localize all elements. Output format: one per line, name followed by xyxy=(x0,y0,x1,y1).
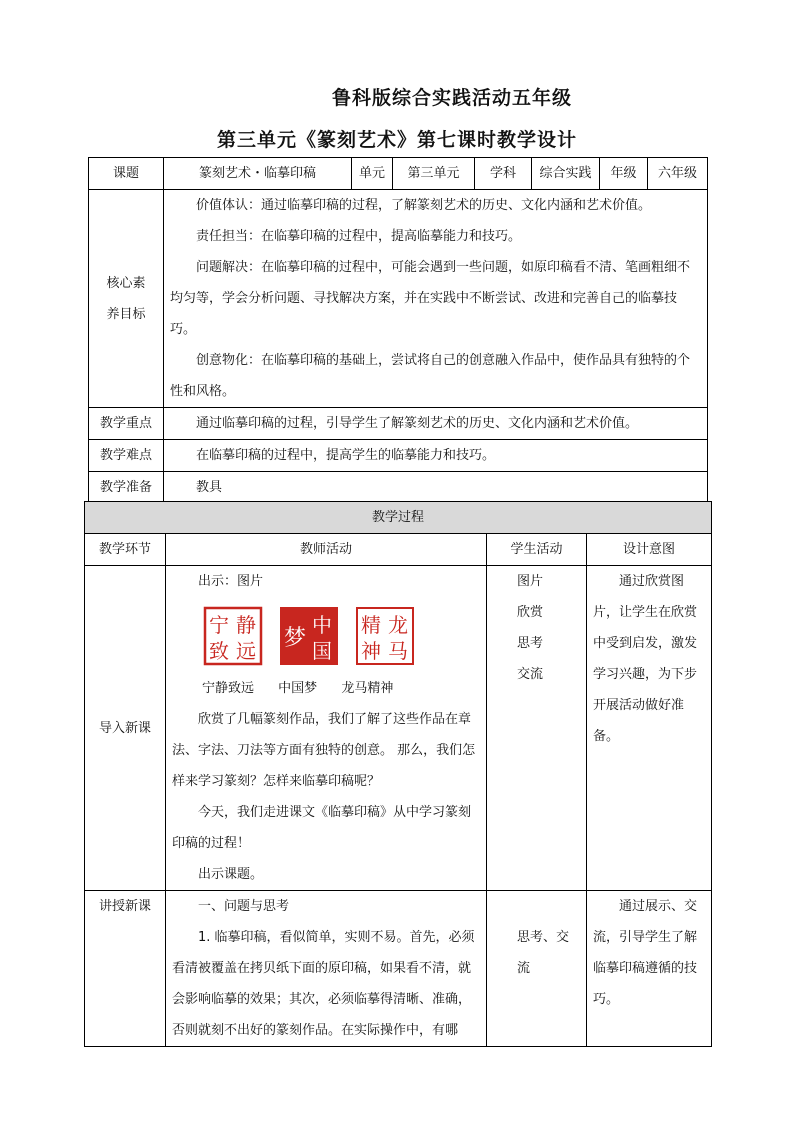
core-value-p: 价值体认：通过临摹印稿的过程，了解篆刻艺术的历史、文化内涵和艺术价值。 xyxy=(196,198,652,213)
course-label: 课题 xyxy=(89,158,164,190)
process-columns-row xyxy=(85,534,712,566)
seal-char: 宁 xyxy=(209,613,229,637)
core-label-line1: 核心素 xyxy=(106,275,146,291)
key-point-text: 通过临摹印稿的过程，引导学生了解篆刻艺术的历史、文化内涵和艺术价值。 xyxy=(196,416,639,431)
seal-name-1: 宁静致远 xyxy=(202,681,255,696)
unit-label: 单元 xyxy=(352,158,393,190)
newlesson-stage: 讲授新课 xyxy=(85,891,166,1047)
col-design: 设计意图 xyxy=(587,534,712,566)
core-problem-p: 问题解决：在临摹印稿的过程中，可能会遇到一些问题，如原印稿看不清、笔画粗细不均匀等，学会分析问题、寻找解决方案，并在实践中不断尝试、改进和完善自己的临摹技巧。 xyxy=(170,260,691,337)
seal-char: 致 xyxy=(209,639,229,663)
intro-design-text: 通过欣赏图片，让学生在欣赏中受到启发，激发学习兴趣，为下步开展活动做好准备。 xyxy=(593,574,698,744)
process-table xyxy=(84,501,712,1047)
intro-text-3: 出示课题。 xyxy=(198,867,264,882)
seal-char: 龙 xyxy=(388,613,408,637)
key-point-value xyxy=(164,408,708,440)
seal-image-3 xyxy=(354,605,416,667)
seal-char: 静 xyxy=(236,613,256,637)
student-item: 交流 xyxy=(517,667,544,682)
core-row xyxy=(89,190,708,408)
newlesson-teacher xyxy=(166,891,487,1047)
seal-char: 远 xyxy=(236,639,256,663)
intro-text-2: 今天，我们走进课文《临摹印稿》从中学习篆刻印稿的过程！ xyxy=(172,805,472,851)
col-stage: 教学环节 xyxy=(85,534,166,566)
key-point-label: 教学重点 xyxy=(89,408,164,440)
seal-images xyxy=(202,605,480,667)
seal-image-1 xyxy=(202,605,264,667)
difficulty-value xyxy=(164,440,708,472)
newlesson-text-1: 1. 临摹印稿，看似简单，实则不易。首先，必须看清被覆盖在拷贝纸下面的原印稿，如果看不清，就会影响临摹的效果；其次，必须临摹得清晰、准确，否则就刻不出好的篆刻作品。在实际操作中，有哪 xyxy=(172,930,475,1038)
key-point-row xyxy=(89,408,708,440)
seal-name-2: 中国梦 xyxy=(278,681,318,696)
student-item: 图片 xyxy=(517,574,544,589)
seal-char: 精 xyxy=(361,613,381,637)
core-label xyxy=(89,190,164,408)
info-table xyxy=(88,157,708,504)
seal-char: 神 xyxy=(361,639,381,663)
intro-student xyxy=(487,566,587,891)
student-item: 欣赏 xyxy=(517,605,544,620)
intro-design xyxy=(587,566,712,891)
grade-value: 六年级 xyxy=(648,158,708,190)
grade-label: 年级 xyxy=(600,158,648,190)
col-student: 学生活动 xyxy=(487,534,587,566)
newlesson-student-text: 思考、交流 xyxy=(517,930,570,976)
subject-label: 学科 xyxy=(475,158,532,190)
intro-text-1: 欣赏了几幅篆刻作品，我们了解了这些作品在章法、字法、刀法等方面有独特的创意。 那么，我们怎样来学习篆刻？怎样来临摹印稿呢？ xyxy=(172,712,476,789)
subject-value: 综合实践 xyxy=(532,158,600,190)
intro-show: 出示：图片 xyxy=(198,574,264,589)
newlesson-design-text: 通过展示、交流，引导学生了解临摹印稿遵循的技巧。 xyxy=(593,899,698,1007)
core-goals xyxy=(164,190,708,408)
seal-names xyxy=(172,673,480,704)
newlesson-row xyxy=(85,891,712,1047)
process-header: 教学过程 xyxy=(85,502,712,534)
student-item: 思考 xyxy=(517,636,544,651)
prep-text: 教具 xyxy=(196,480,223,495)
seal-char: 国 xyxy=(312,639,332,663)
intro-teacher xyxy=(166,566,487,891)
newlesson-heading: 一、问题与思考 xyxy=(198,899,290,914)
prep-value xyxy=(164,472,708,504)
intro-stage: 导入新课 xyxy=(85,566,166,891)
newlesson-student xyxy=(487,891,587,1047)
difficulty-row xyxy=(89,440,708,472)
info-row xyxy=(89,158,708,190)
seal-char: 中 xyxy=(312,613,332,637)
seal-char: 梦 xyxy=(283,626,307,651)
doc-subtitle: 第三单元《篆刻艺术》第七课时教学设计 xyxy=(216,129,577,151)
prep-label: 教学准备 xyxy=(89,472,164,504)
col-teacher: 教师活动 xyxy=(166,534,487,566)
difficulty-text: 在临摹印稿的过程中，提高学生的临摹能力和技巧。 xyxy=(196,448,496,463)
seal-char: 马 xyxy=(388,639,408,663)
seal-image-2 xyxy=(278,605,340,667)
core-duty-p: 责任担当：在临摹印稿的过程中，提高临摹能力和技巧。 xyxy=(196,229,522,244)
prep-row xyxy=(89,472,708,504)
intro-row xyxy=(85,566,712,891)
unit-value: 第三单元 xyxy=(393,158,475,190)
newlesson-design xyxy=(587,891,712,1047)
core-creative-p: 创意物化：在临摹印稿的基础上，尝试将自己的创意融入作品中，使作品具有独特的个性和风格。 xyxy=(170,353,691,399)
difficulty-label: 教学难点 xyxy=(89,440,164,472)
core-label-line2: 养目标 xyxy=(106,306,146,322)
seal-name-3: 龙马精神 xyxy=(341,681,394,696)
process-header-row xyxy=(85,502,712,534)
doc-title: 鲁科版综合实践活动五年级 xyxy=(331,87,572,109)
course-value: 篆刻艺术・临摹印稿 xyxy=(164,158,352,190)
